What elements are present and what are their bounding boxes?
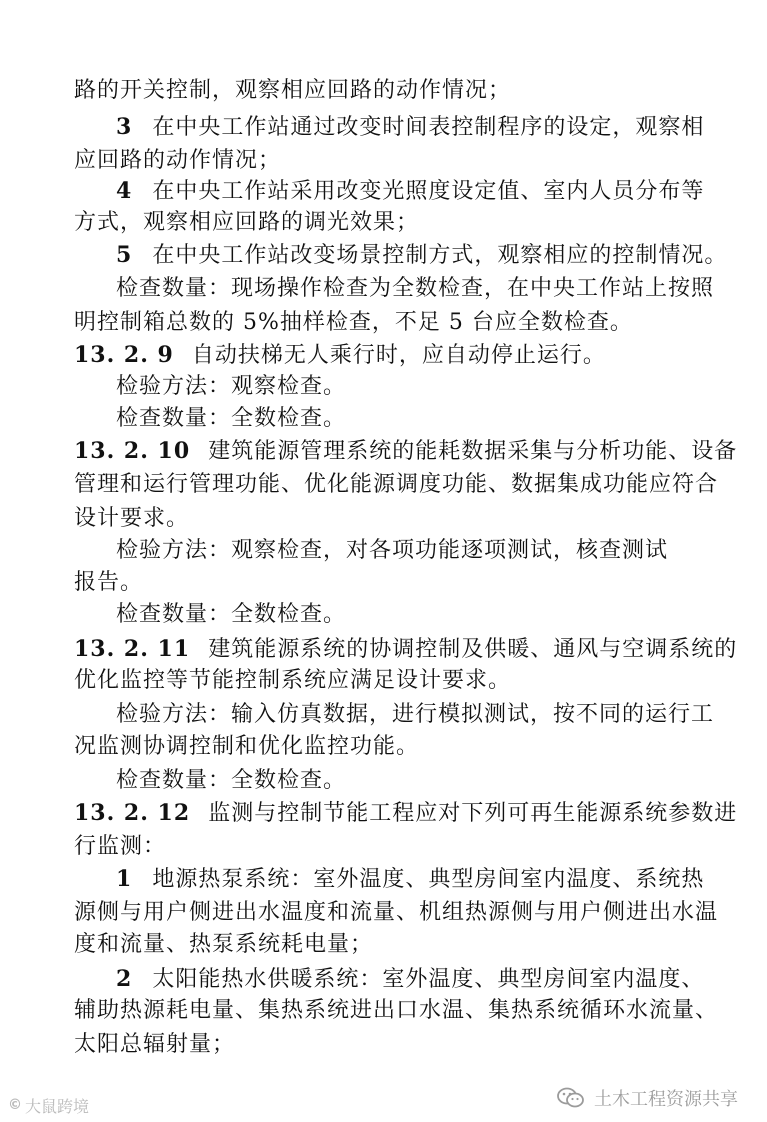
text-line: 设计要求。 xyxy=(74,506,190,531)
list-item: 4 在中央工作站采用改变光照度设定值、室内人员分布等 xyxy=(116,178,705,204)
item-number: 1 xyxy=(116,866,133,892)
text-line: 路的开关控制，观察相应回路的动作情况； xyxy=(74,78,512,103)
source-watermark xyxy=(556,1082,738,1114)
corner-watermark xyxy=(8,1094,89,1116)
text-line: 管理和运行管理功能、优化能源调度功能、数据集成功能应符合 xyxy=(74,472,719,497)
item-number: 5 xyxy=(116,242,133,268)
text-line: 报告。 xyxy=(74,570,144,595)
list-item: 5 在中央工作站改变场景控制方式，观察相应的控制情况。 xyxy=(116,242,728,268)
watermark-logo: © xyxy=(8,1097,21,1113)
text-line: 检验方法：输入仿真数据，进行模拟测试，按不同的运行工 xyxy=(116,702,715,727)
text-line: 源侧与用户侧进出水温度和流量、机组热源侧与用户侧进出水温 xyxy=(74,900,719,925)
list-item: 1 地源热泵系统：室外温度、典型房间室内温度、系统热 xyxy=(116,866,705,892)
clause: 13. 2. 10 建筑能源管理系统的能耗数据采集与分析功能、设备 xyxy=(74,438,738,464)
text-line: 辅助热源耗电量、集热系统进出口水温、集热系统循环水流量、 xyxy=(74,998,719,1023)
list-item: 2 太阳能热水供暖系统：室外温度、典型房间室内温度、 xyxy=(116,966,705,992)
text-line: 优化监控等节能控制系统应满足设计要求。 xyxy=(74,668,512,693)
text-line: 检查数量：现场操作检查为全数检查，在中央工作站上按照 xyxy=(116,276,715,301)
text-line: 行监测： xyxy=(74,834,167,859)
item-number: 3 xyxy=(116,114,133,140)
clause: 13. 2. 11 建筑能源系统的协调控制及供暖、通风与空调系统的 xyxy=(74,636,738,662)
wechat-icon xyxy=(556,1086,586,1110)
text-line: 检查数量：全数检查。 xyxy=(116,768,347,793)
item-number: 2 xyxy=(116,966,133,992)
watermark-text: 土木工程资源共享 xyxy=(594,1089,738,1110)
text-line: 度和流量、热泵系统耗电量； xyxy=(74,932,374,957)
clause-number: 13. 2. 9 xyxy=(74,342,174,368)
item-number: 4 xyxy=(116,178,133,204)
text-line: 检验方法：观察检查。 xyxy=(116,374,347,399)
list-item: 3 在中央工作站通过改变时间表控制程序的设定，观察相 xyxy=(116,114,705,140)
clause-number: 13. 2. 11 xyxy=(74,636,191,662)
watermark-label: 大鼠跨境 xyxy=(25,1096,90,1116)
clause-number: 13. 2. 10 xyxy=(74,438,191,464)
text-line: 明控制箱总数的 5%抽样检查，不足 5 台应全数检查。 xyxy=(74,310,633,335)
clause: 13. 2. 12 监测与控制节能工程应对下列可再生能源系统参数进 xyxy=(74,800,738,826)
clause: 13. 2. 9 自动扶梯无人乘行时，应自动停止运行。 xyxy=(74,342,606,368)
text-line: 方式，观察相应回路的调光效果； xyxy=(74,210,420,235)
text-line: 况监测协调控制和优化监控功能。 xyxy=(74,734,420,759)
text-line: 应回路的动作情况； xyxy=(74,148,282,173)
text-line: 太阳总辐射量； xyxy=(74,1032,236,1057)
text-line: 检查数量：全数检查。 xyxy=(116,406,347,431)
text-line: 检查数量：全数检查。 xyxy=(116,602,347,627)
text-line: 检验方法：观察检查，对各项功能逐项测试，核查测试 xyxy=(116,538,669,563)
clause-number: 13. 2. 12 xyxy=(74,800,191,826)
